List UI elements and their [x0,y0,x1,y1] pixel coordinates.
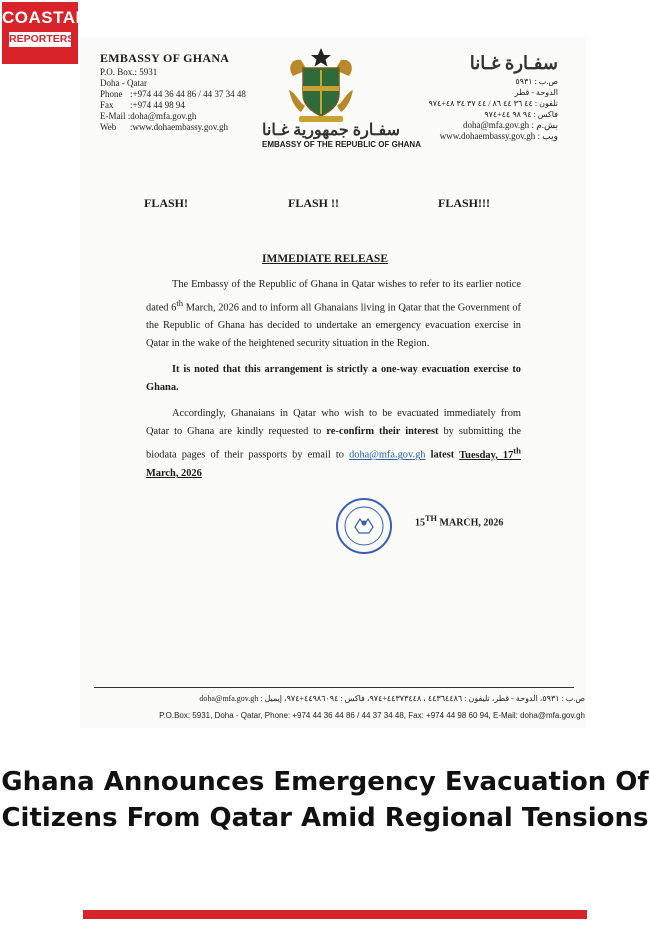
article-headline: Ghana Announces Emergency Evacuation Of Citizens From Qatar Amid Regional Tensions [1,767,649,833]
city: Doha - Qatar [100,78,147,88]
fax-value: :+974 44 98 94 [130,100,185,110]
arabic-embassy-title: سفـارة غـانا [469,53,558,73]
arabic-pobox: ص.ب : ٥٩٣١ [515,77,558,86]
deadline-sup: th [513,445,521,456]
arabic-fax: فاكس : ٩٤ ٩٨ ٤٤+٩٧٤ [484,110,558,119]
deadline-a: Tuesday, 17 [459,449,514,461]
fax-label: Fax [100,100,114,110]
release-title: IMMEDIATE RELEASE [262,253,388,265]
right-email: doha@mfa.gov.gh : بش.م [462,120,558,130]
headline-underline-bar [83,910,587,919]
flash-label-1: FLASH! [144,196,189,210]
p1-sup: th [176,298,184,308]
p1-text-a: The Embassy of the Republic of Ghana in Qatar wishes to refer to its earlier notice dated 6 [146,279,521,314]
flash-label-3: FLASH!!! [438,196,490,210]
sig-date-b: MARCH, 2026 [437,517,504,529]
paragraph-2 [146,361,521,397]
sig-date-sup: TH [425,514,438,523]
footer-english: P.O.Box: 5931, Doha - Qatar, Phone: +974 44 36 44 86 / 44 37 34 48, Fax: +974 44 98 60 94, E-Mail: doha@mfa.gov.gh [159,711,585,720]
right-web: www.dohaembassy.gov.gh : ويب [439,131,558,141]
letterhead-right [428,52,558,142]
deadline-b: March, 2026 [146,467,202,479]
p2-text: It is noted that this arrangement is strictly a one-way evacuation exercise to Ghana. [146,364,521,394]
fax-row [100,100,246,111]
arabic-phone: تلفون : ٤٤ ٣٦ ٤٤ ٨٦ / ٤٤ ٣٧ ٣٤ ٤٨+٩٧٤ [428,99,558,108]
letterhead-left [100,53,246,133]
coastal-reporters-logo [2,2,87,64]
web-row [100,122,246,133]
phone-label: Phone [100,89,123,99]
p3-bold: re-confirm their interest [326,426,439,438]
phone-row [100,89,246,100]
release-body [146,276,521,491]
web-value: :www.dohaembassy.gov.gh [130,122,228,132]
paragraph-1 [146,276,521,353]
arabic-city: الدوحة - قطر [514,88,558,97]
web-label: Web [100,122,117,132]
p1-text-b: March, 2026 and to inform all Ghanaians living in Qatar that the Government of the Republic of Ghana has decided to undertake an emergency evacuation exercise in Qatar in the wake of the heightened security situation in the Region. [146,302,522,350]
flash-label-2: FLASH !! [288,196,339,210]
embassy-arabic-name: سفـارة جمهورية غـانا [262,122,400,139]
email-row: E-Mail :doha@mfa.gov.gh [100,111,197,121]
phone-value: :+974 44 36 44 86 / 44 37 34 48 [130,89,246,99]
footer-arabic: doha@mfa.gov.gh : ص.ب : ٥٩٣١، الدوحة - قطر، تليفون : ٤٤٣٦٤٤٨٦ ، ٤٤٣٧٣٤٤٨+٩٧٤، فاكس : ٤٤٩٨٦٠٩٤+٩٧٤، إيميل [199,694,585,703]
p3-text-a: Accordingly, Ghanaians in Qatar who wish to be evacuated immediately from Qatar to Ghana are kindly requested to [146,408,521,438]
p3-text-c: latest [425,449,460,461]
paragraph-3 [146,405,521,482]
embassy-english-name: EMBASSY OF THE REPUBLIC OF GHANA [262,140,421,149]
sig-date-a: 15 [415,517,425,529]
logo-line-2: REPORTERS [9,33,75,45]
embassy-title: EMBASSY OF GHANA [100,51,230,65]
embassy-stamp-icon [335,497,393,555]
p3-text-b: by submitting the biodata pages of their passports by email to [146,426,521,461]
pobox: P.O. Box.: 5931 [100,67,158,77]
ghana-coat-of-arms-icon [285,46,357,126]
email-link[interactable]: doha@mfa.gov.gh [349,449,426,461]
signature-date [415,514,503,528]
logo-line-1: COASTAL [2,8,87,27]
footer-divider [94,687,574,688]
